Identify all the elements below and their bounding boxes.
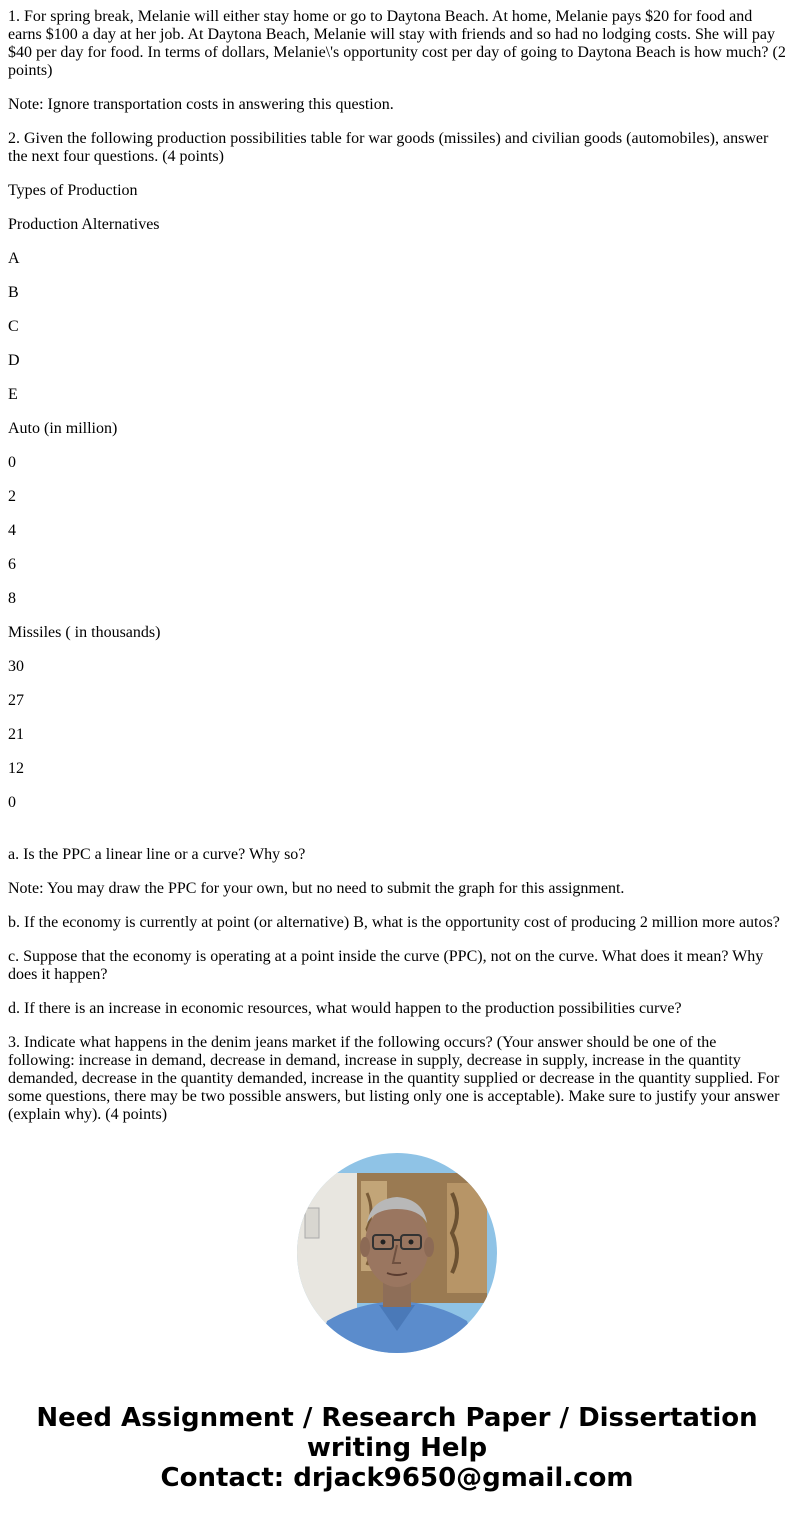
alternative-cell: B	[8, 284, 19, 301]
missiles-value-cell: 21	[8, 726, 24, 743]
question-1-text: 1. For spring break, Melanie will either stay home or go to Daytona Beach. At home, Melanie pays $20 for food and earns $100 a day at her job. At Daytona Beach, Melanie will stay with friends and so had no lodging costs. She will pay $40 per day for food. In terms of dollars, Melanie\'s opportunity cost per day of going to Daytona Beach is how much? (2 points)	[8, 8, 786, 79]
question-2-note: Note: You may draw the PPC for your own, but no need to submit the graph for this assignment.	[8, 880, 625, 897]
contact-email[interactable]: Contact: drjack9650@gmail.com	[160, 1463, 634, 1493]
missiles-value-cell: 27	[8, 692, 24, 709]
alternative-cell: A	[8, 250, 20, 267]
question-1-note: Note: Ignore transportation costs in answering this question.	[8, 96, 394, 113]
missiles-row-label: Missiles ( in thousands)	[8, 624, 161, 641]
production-alternatives-header: Production Alternatives	[8, 216, 160, 233]
question-2-part-c: c. Suppose that the economy is operating at a point inside the curve (PPC), not on the curve. What does it mean? Why does it happen?	[8, 948, 764, 983]
question-2-part-a: a. Is the PPC a linear line or a curve? Why so?	[8, 846, 306, 863]
tutor-avatar-icon	[297, 1153, 497, 1353]
auto-value-cell: 8	[8, 590, 16, 607]
auto-row-label: Auto (in million)	[8, 420, 118, 437]
types-of-production-header: Types of Production	[8, 182, 138, 199]
question-2-intro: 2. Given the following production possibilities table for war goods (missiles) and civilian goods (automobiles), answer the next four questions. (4 points)	[8, 130, 769, 165]
help-contact-text	[0, 1403, 794, 1493]
question-3-text: 3. Indicate what happens in the denim jeans market if the following occurs? (Your answer should be one of the following: increase in demand, decrease in demand, increase in supply, decrease in supply, increase in the quantity demanded, decrease in the quantity demanded, increase in the quantity supplied or decrease in the quantity supplied. For some questions, there may be two possible answers, but listing only one is acceptable). Make sure to justify your answer (explain why). (4 points)	[8, 1034, 780, 1123]
alternative-cell: D	[8, 352, 20, 369]
missiles-value-cell: 12	[8, 760, 24, 777]
promo-banner	[0, 1153, 794, 1493]
auto-value-cell: 2	[8, 488, 16, 505]
auto-value-cell: 0	[8, 454, 16, 471]
alternative-cell: C	[8, 318, 19, 335]
question-2-part-b: b. If the economy is currently at point (or alternative) B, what is the opportunity cost of producing 2 million more autos?	[8, 914, 780, 931]
question-2-part-d: d. If there is an increase in economic resources, what would happen to the production possibilities curve?	[8, 1000, 682, 1017]
auto-value-cell: 4	[8, 522, 16, 539]
missiles-value-cell: 30	[8, 658, 24, 675]
alternative-cell: E	[8, 386, 18, 403]
missiles-value-cell: 0	[8, 794, 16, 811]
assignment-document	[8, 8, 786, 1123]
help-headline: Need Assignment / Research Paper / Dissertation writing Help	[36, 1403, 758, 1463]
auto-value-cell: 6	[8, 556, 16, 573]
